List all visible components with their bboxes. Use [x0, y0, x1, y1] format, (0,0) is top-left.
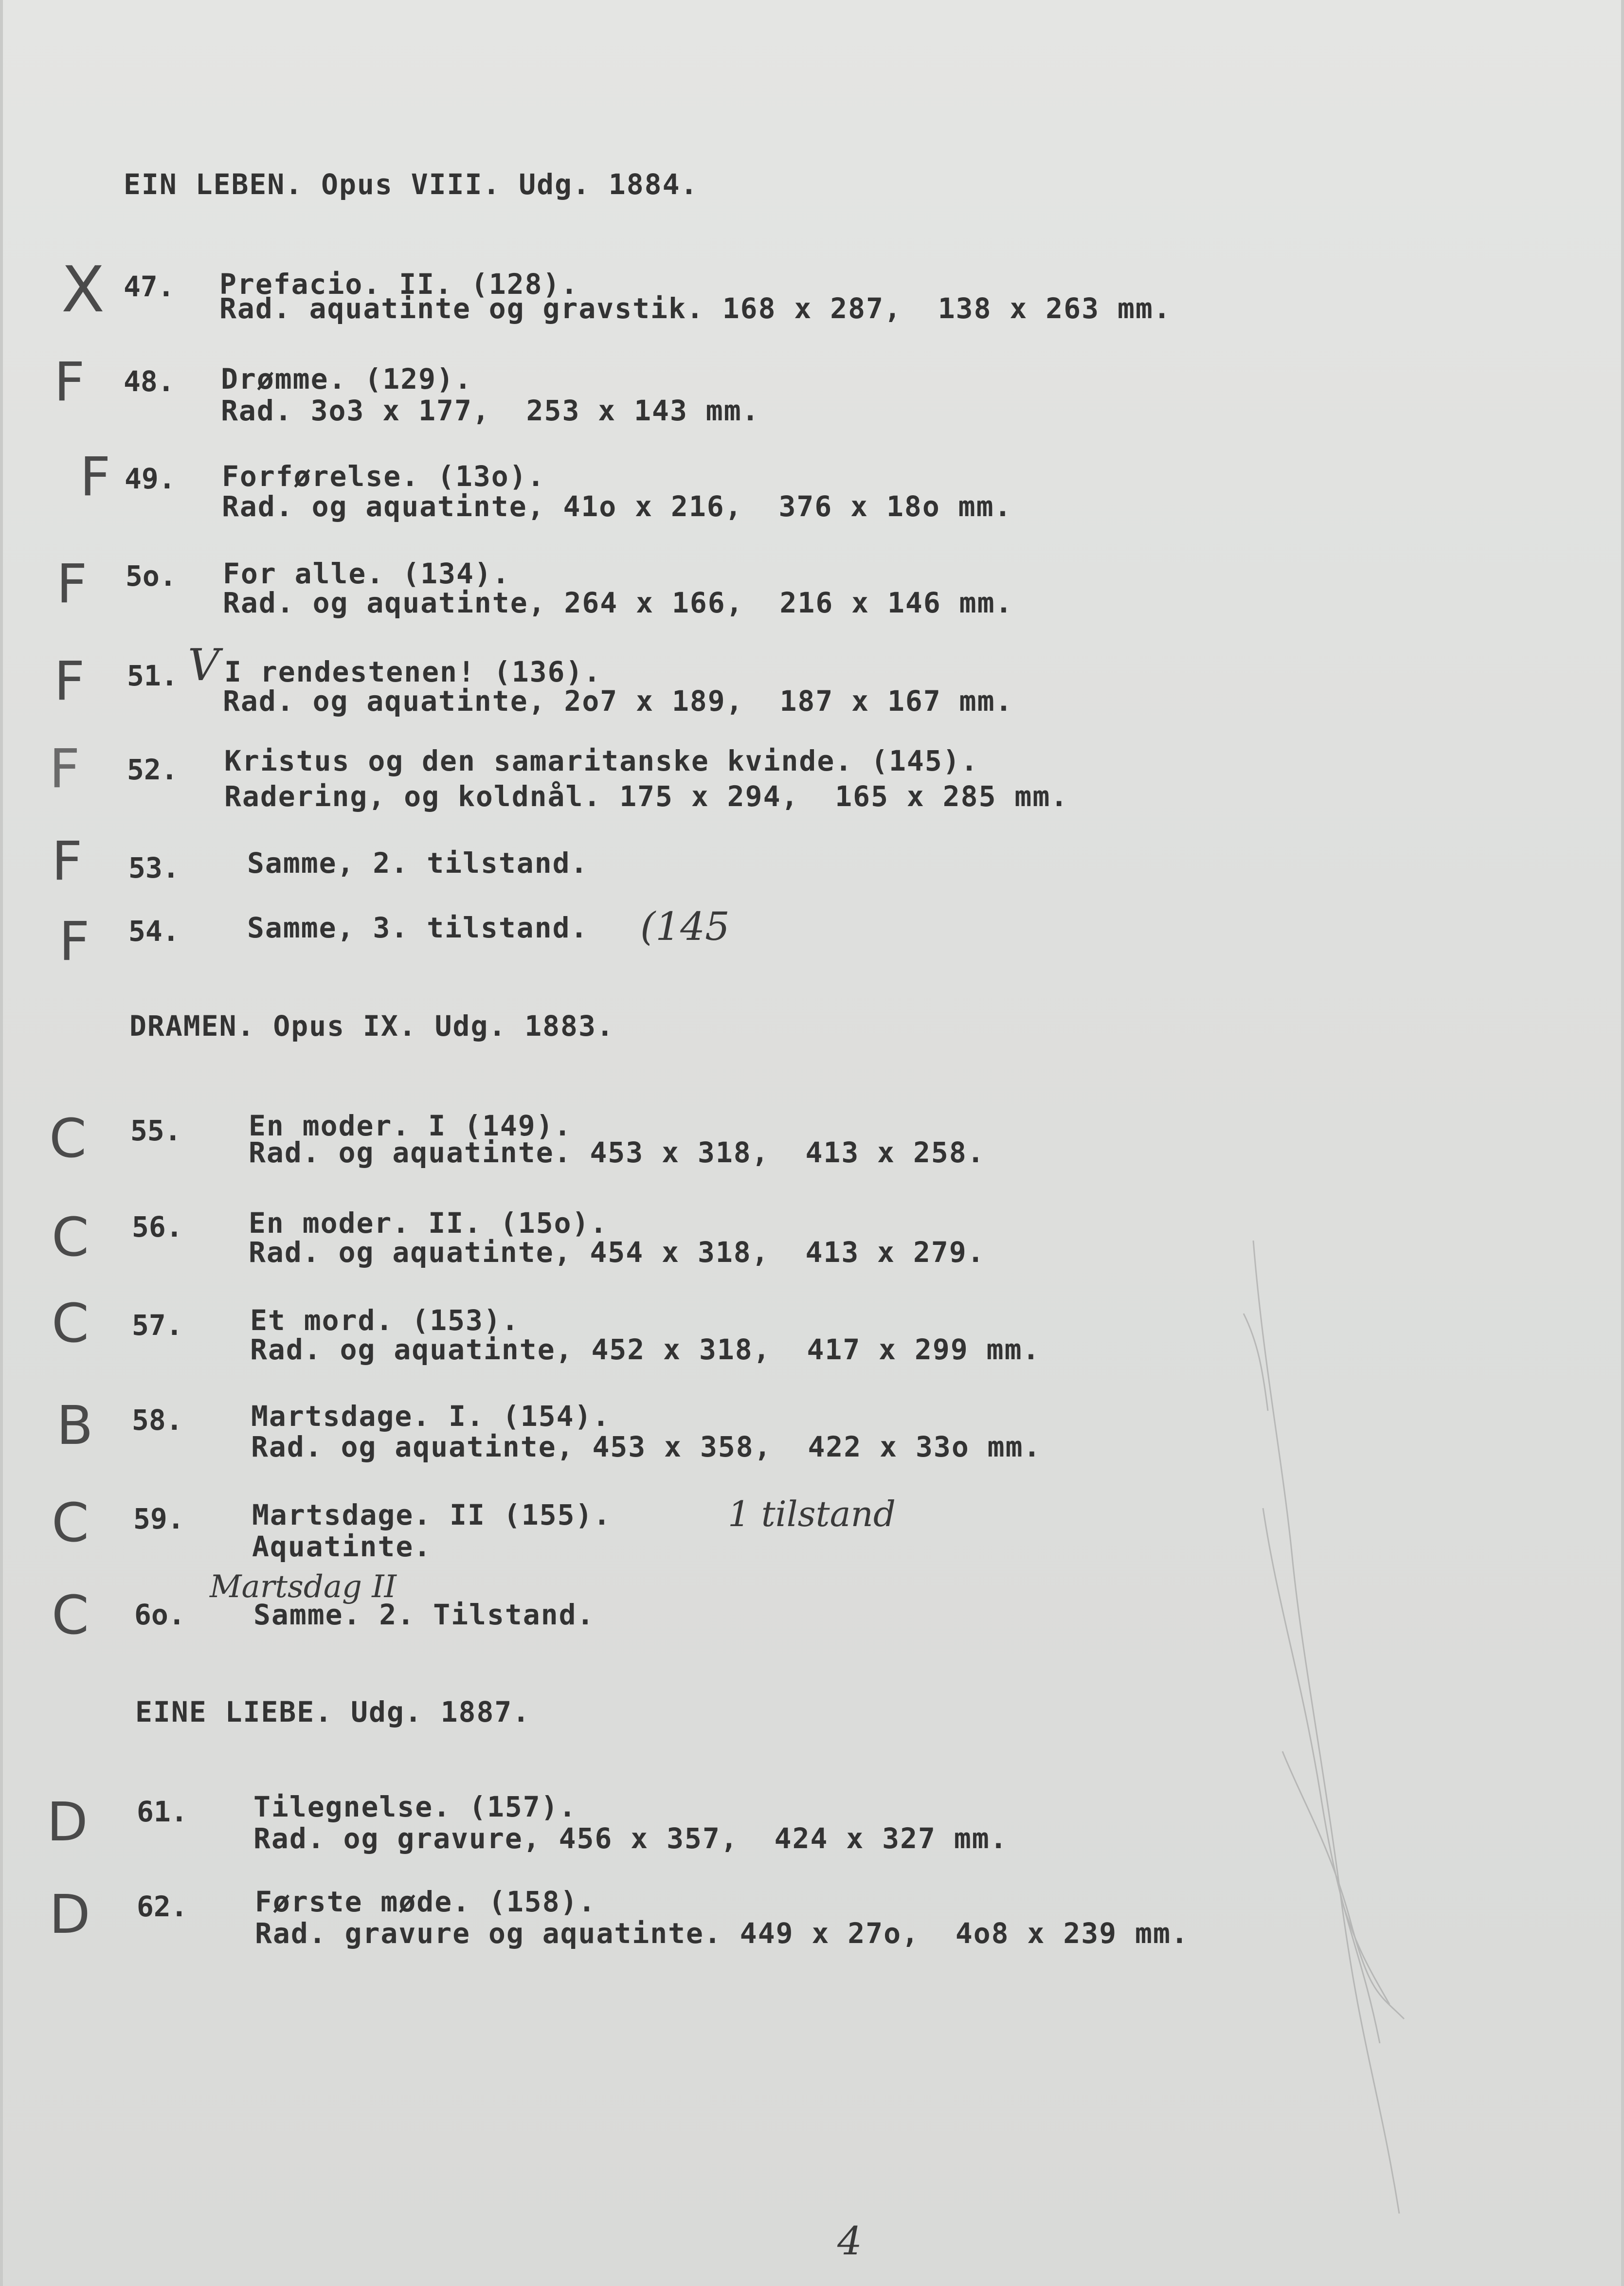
- section-heading-dramen: DRAMEN. Opus IX. Udg. 1883.: [129, 1009, 614, 1043]
- entry-detail: Rad. og aquatinte, 453 x 358, 422 x 33o mm.: [251, 1430, 1042, 1463]
- section-heading-eine-liebe: EINE LIEBE. Udg. 1887.: [135, 1695, 531, 1728]
- entry-number: 55.: [130, 1114, 181, 1147]
- handwritten-mark: F: [54, 650, 85, 712]
- entry-detail: Rad. og aquatinte, 454 x 318, 413 x 279.: [249, 1236, 985, 1269]
- handwritten-mark: F: [54, 351, 85, 413]
- handwritten-note: 1 tilstand: [728, 1494, 896, 1534]
- entry-title: Martsdage. II (155).: [252, 1498, 612, 1531]
- handwritten-mark: F: [56, 553, 88, 615]
- entry-title: En moder. I (149).: [249, 1109, 572, 1142]
- entry-number: 58.: [132, 1404, 183, 1437]
- handwritten-mark: C: [52, 1206, 89, 1268]
- entry-title: Samme, 3. tilstand.: [247, 911, 589, 944]
- entry-title: For alle. (134).: [223, 557, 510, 590]
- entry-number: 59.: [133, 1502, 184, 1535]
- entry-number: 57.: [132, 1309, 183, 1342]
- entry-detail: Rad. og aquatinte, 452 x 318, 417 x 299 mm.: [250, 1333, 1041, 1366]
- entry-title: Tilegnelse. (157).: [253, 1790, 577, 1823]
- handwritten-mark: F: [49, 738, 80, 800]
- entry-detail: Rad. og gravure, 456 x 357, 424 x 327 mm.: [253, 1822, 1008, 1855]
- handwritten-mark: D: [47, 1791, 88, 1853]
- entry-detail: Rad. og aquatinte, 2o7 x 189, 187 x 167 mm.: [223, 684, 1013, 718]
- entry-title: Et mord. (153).: [250, 1304, 520, 1337]
- page-number: 4: [837, 2218, 862, 2264]
- entry-title: Forførelse. (13o).: [222, 460, 545, 493]
- handwritten-mark: C: [52, 1492, 89, 1554]
- section-heading-ein-leben: EIN LEBEN. Opus VIII. Udg. 1884.: [124, 168, 699, 201]
- entry-title: En moder. II. (15o).: [249, 1206, 608, 1240]
- entry-number: 6o.: [134, 1598, 185, 1631]
- handwritten-note: (145: [640, 904, 730, 949]
- entry-detail: Rad. aquatinte og gravstik. 168 x 287, 138 x 263 mm.: [219, 292, 1172, 325]
- entry-detail: Rad. og aquatinte, 264 x 166, 216 x 146 mm.: [223, 586, 1013, 619]
- entry-title: Samme. 2. Tilstand.: [253, 1598, 595, 1631]
- entry-number: 51.: [127, 659, 178, 692]
- entry-number: 54.: [128, 915, 180, 948]
- entry-detail: Rad. 3o3 x 177, 253 x 143 mm.: [221, 394, 760, 427]
- handwritten-mark: B: [56, 1394, 93, 1457]
- handwritten-mark: D: [49, 1883, 90, 1945]
- handwritten-checkmark: V: [188, 640, 219, 691]
- entry-detail: Aquatinte.: [252, 1530, 432, 1563]
- entry-number: 56.: [132, 1210, 183, 1243]
- entry-title: Drømme. (129).: [221, 362, 472, 396]
- handwritten-mark: C: [52, 1584, 89, 1646]
- handwritten-mark: F: [59, 910, 90, 972]
- handwritten-mark: F: [52, 830, 83, 892]
- entry-title: Første møde. (158).: [255, 1885, 596, 1918]
- handwritten-mark: C: [52, 1292, 89, 1354]
- handwritten-mark: F: [80, 446, 111, 508]
- handwritten-note: Martsdag II: [210, 1569, 397, 1605]
- entry-number: 52.: [127, 753, 178, 786]
- entry-detail: Rad. og aquatinte, 41o x 216, 376 x 18o mm.: [222, 490, 1012, 523]
- entry-title: I rendestenen! (136).: [224, 655, 602, 688]
- entry-number: 62.: [137, 1890, 188, 1923]
- entry-number: 48.: [124, 365, 175, 398]
- entry-number: 53.: [128, 851, 180, 884]
- entry-detail: Rad. og aquatinte. 453 x 318, 413 x 258.: [249, 1136, 985, 1169]
- entry-number: 61.: [137, 1795, 188, 1828]
- entry-detail: Rad. gravure og aquatinte. 449 x 27o, 4o8 x 239 mm.: [255, 1917, 1189, 1950]
- handwritten-mark: X: [61, 252, 105, 326]
- entry-title: Martsdage. I. (154).: [251, 1400, 611, 1433]
- entry-number: 5o.: [126, 559, 177, 593]
- entry-title: Samme, 2. tilstand.: [247, 846, 589, 880]
- pencil-scribble-decoration: [1195, 1216, 1535, 2238]
- entry-title: Prefacio. II. (128).: [219, 268, 579, 301]
- entry-number: 47.: [124, 270, 175, 303]
- handwritten-mark: C: [49, 1107, 87, 1170]
- entry-detail: Radering, og koldnål. 175 x 294, 165 x 285 mm.: [224, 780, 1069, 813]
- entry-number: 49.: [125, 462, 176, 495]
- entry-title: Kristus og den samaritanske kvinde. (145).: [224, 744, 979, 777]
